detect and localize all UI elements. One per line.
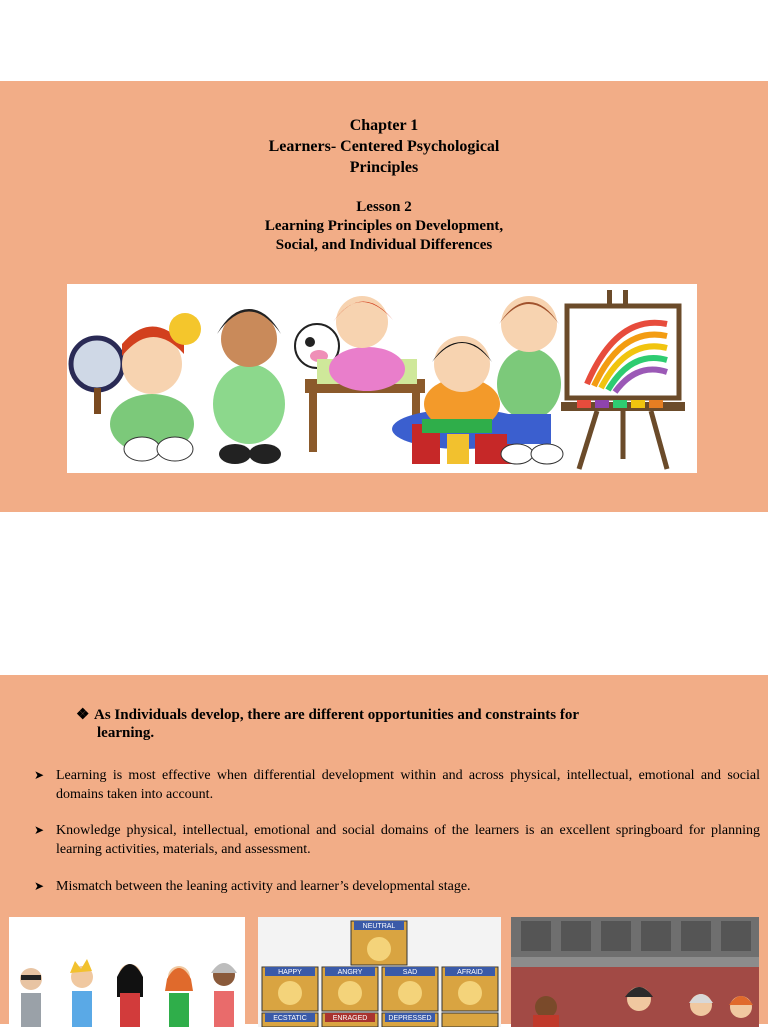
- emotions-grid-image: [258, 917, 501, 1027]
- sub-bullet-2: [34, 821, 760, 859]
- diverse-people-icon: [9, 917, 245, 1027]
- emotion-label-happy: HAPPY: [278, 969, 302, 976]
- arrow-bullet-icon: ➤: [34, 823, 45, 837]
- students-scene-icon: [511, 917, 759, 1027]
- diamond-bullet-icon: ❖: [76, 707, 90, 723]
- emotion-label-sad: SAD: [402, 969, 418, 976]
- emotion-label-angry: ANGRY: [337, 969, 363, 976]
- slide-1: [0, 81, 768, 512]
- classroom-scene-image: [511, 917, 759, 1027]
- lesson-label: Lesson 2: [356, 199, 412, 215]
- emotion-label-enraged: ENRAGED: [332, 1015, 368, 1022]
- lesson-title-line1: Learning Principles on Development,: [264, 218, 504, 234]
- sub-bullet-3: [34, 877, 760, 896]
- lesson-title: [0, 198, 768, 255]
- chapter-label: Chapter 1: [349, 117, 419, 134]
- emotion-label-afraid: AFRAID: [457, 969, 483, 976]
- main-bullet-line2: learning.: [97, 725, 155, 741]
- sub-bullet-text: Mismatch between the leaning activity and learner’s developmental stage.: [56, 879, 471, 894]
- lesson-title-line2: Social, and Individual Differences: [275, 237, 493, 253]
- emotion-label-ecstatic: ECSTATIC: [273, 1015, 307, 1022]
- emotion-label-depressed: DEPRESSED: [388, 1015, 432, 1022]
- arrow-bullet-icon: ➤: [34, 768, 45, 782]
- children-illustration: [67, 284, 697, 473]
- main-bullet: [76, 706, 636, 742]
- emotion-label-neutral: NEUTRAL: [362, 923, 396, 930]
- emotion-faces-icon: [258, 917, 501, 1027]
- chapter-title-line1: Learners- Centered Psychological: [268, 138, 500, 155]
- sub-bullet-text: Learning is most effective when differential development within and across physical, intellectual, emotional and social domains taken into account.: [56, 768, 760, 802]
- sub-bullet-text: Knowledge physical, intellectual, emotional and social domains of the learners is an excellent springboard for planning learning activities, materials, and assessment.: [56, 823, 760, 857]
- sub-bullet-1: [34, 766, 760, 804]
- chapter-title-line2: Principles: [349, 159, 419, 176]
- people-illustration: [9, 917, 245, 1027]
- slide-2: [0, 675, 768, 1024]
- children-banner-image: [67, 284, 697, 473]
- chapter-title: [0, 115, 768, 178]
- main-bullet-line1: As Individuals develop, there are different opportunities and constraints for: [94, 707, 580, 723]
- arrow-bullet-icon: ➤: [34, 879, 45, 893]
